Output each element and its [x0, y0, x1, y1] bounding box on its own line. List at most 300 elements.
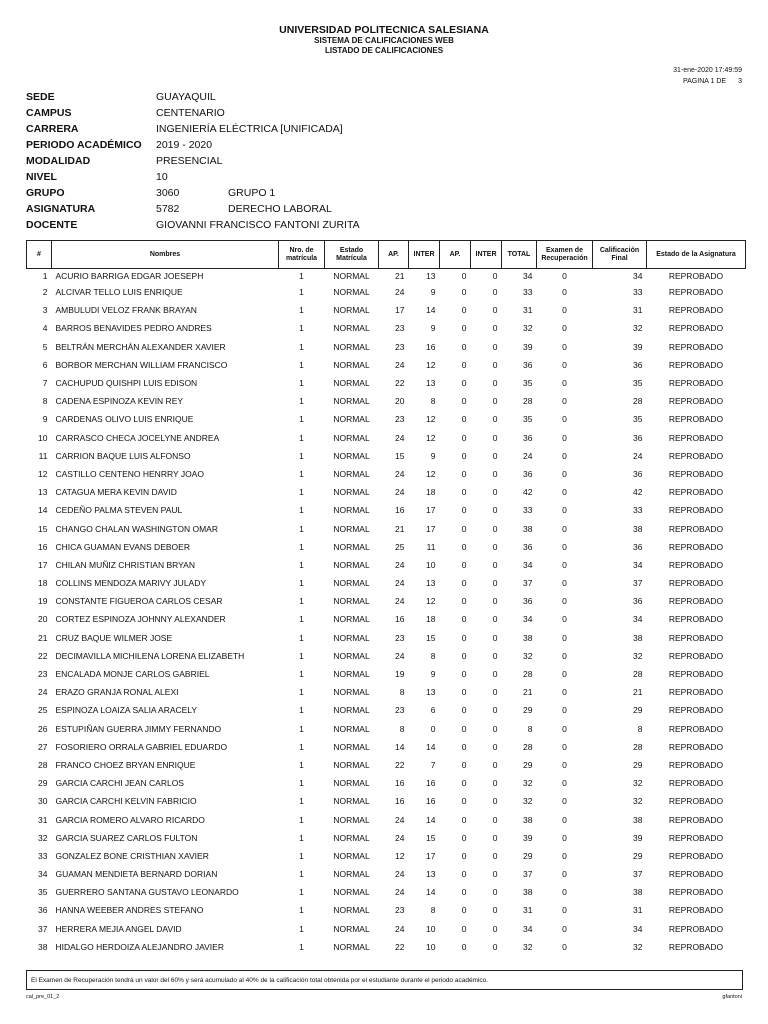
- table-cell: NORMAL: [333, 414, 370, 425]
- table-cell: 35: [523, 378, 533, 389]
- table-cell: REPROBADO: [668, 323, 724, 334]
- table-cell: 0: [562, 450, 567, 461]
- table-cell: 0: [492, 468, 498, 479]
- table-cell: REPROBADO: [668, 669, 724, 680]
- table-cell: 0: [562, 887, 567, 898]
- table-cell: 1: [299, 559, 304, 570]
- table-cell: 0: [461, 378, 467, 389]
- table-cell: CONSTANTE FIGUEROA CARLOS CESAR: [55, 596, 223, 607]
- table-cell: DECIMAVILLA MICHILENA LORENA ELIZABETH: [55, 650, 245, 661]
- table-cell: 0: [461, 305, 467, 316]
- table-cell: 8: [42, 396, 48, 407]
- table-cell: 1: [299, 378, 304, 389]
- table-cell: 15: [426, 832, 436, 843]
- table-cell: 0: [461, 759, 467, 770]
- table-cell: GUAMAN MENDIETA BERNARD DORIAN: [55, 869, 218, 880]
- table-cell: NORMAL: [333, 505, 370, 516]
- table-cell: 37: [633, 869, 643, 880]
- info-value: CENTENARIO: [156, 107, 225, 119]
- table-cell: 12: [426, 414, 436, 425]
- table-cell: 32: [523, 778, 533, 789]
- table-cell: 22: [395, 941, 405, 952]
- table-cell: NORMAL: [333, 832, 370, 843]
- table-cell: 37: [38, 923, 48, 934]
- table-cell: NORMAL: [333, 887, 370, 898]
- table-cell: 38: [523, 887, 533, 898]
- table-cell: 0: [492, 487, 498, 498]
- table-cell: COLLINS MENDOZA MARIVY JULADY: [55, 578, 207, 589]
- table-row: [27, 865, 746, 883]
- table-cell: REPROBADO: [668, 559, 724, 570]
- table-cell: NORMAL: [333, 869, 370, 880]
- table-row: [27, 392, 746, 410]
- table-body: [27, 269, 746, 956]
- table-cell: 1: [299, 650, 304, 661]
- table-cell: REPROBADO: [668, 541, 724, 552]
- table-cell: CATAGUA MERA KEVIN DAVID: [55, 487, 177, 498]
- info-row: [26, 217, 360, 233]
- list-title: LISTADO DE CALIFICACIONES: [324, 46, 444, 55]
- table-cell: GARCIA SUAREZ CARLOS FULTON: [55, 832, 198, 843]
- table-cell: 1: [299, 832, 304, 843]
- table-row: [27, 592, 746, 610]
- column-header: AP.: [379, 241, 409, 269]
- table-cell: REPROBADO: [668, 778, 724, 789]
- table-cell: REPROBADO: [668, 578, 724, 589]
- table-cell: 0: [492, 796, 498, 807]
- table-cell: 2: [42, 287, 48, 298]
- table-row: [27, 429, 746, 447]
- table-cell: REPROBADO: [668, 869, 724, 880]
- table-cell: 37: [523, 869, 533, 880]
- table-cell: REPROBADO: [668, 287, 724, 298]
- table-cell: 42: [633, 487, 643, 498]
- table-cell: 28: [523, 741, 533, 752]
- table-row: [27, 338, 746, 356]
- table-cell: 0: [492, 759, 498, 770]
- table-cell: 24: [395, 869, 405, 880]
- table-cell: 25: [38, 705, 48, 716]
- table-cell: 16: [395, 796, 405, 807]
- table-cell: NORMAL: [333, 541, 370, 552]
- table-cell: 12: [426, 468, 436, 479]
- table-cell: 32: [523, 796, 533, 807]
- page-label: PAGINA 1 DE: [682, 78, 727, 85]
- table-cell: 0: [492, 271, 498, 281]
- table-cell: 36: [633, 359, 643, 370]
- table-cell: 1: [299, 271, 304, 281]
- table-cell: 0: [562, 814, 567, 825]
- table-cell: 23: [395, 414, 405, 425]
- table-cell: GARCIA CARCHI JEAN CARLOS: [55, 778, 184, 789]
- table-cell: 0: [461, 578, 467, 589]
- table-cell: NORMAL: [333, 669, 370, 680]
- table-row: [27, 538, 746, 556]
- table-row: [27, 465, 746, 483]
- table-cell: NORMAL: [333, 941, 370, 952]
- table-cell: REPROBADO: [668, 759, 724, 770]
- table-cell: 18: [38, 578, 48, 589]
- table-row: [27, 301, 746, 319]
- table-cell: 29: [523, 705, 533, 716]
- table-cell: 0: [461, 287, 467, 298]
- table-cell: FOSORIERO ORRALA GABRIEL EDUARDO: [55, 741, 228, 752]
- column-header: Estado de la Asignatura: [647, 241, 746, 269]
- table-cell: 17: [426, 505, 436, 516]
- table-cell: NORMAL: [333, 905, 370, 916]
- table-cell: 0: [562, 669, 567, 680]
- table-cell: 8: [399, 723, 405, 734]
- table-cell: REPROBADO: [668, 941, 724, 952]
- table-cell: REPROBADO: [668, 850, 724, 861]
- table-cell: 32: [633, 650, 643, 661]
- info-value: 2019 - 2020: [156, 139, 213, 151]
- table-cell: NORMAL: [333, 778, 370, 789]
- table-cell: 24: [395, 487, 405, 498]
- table-cell: 1: [299, 887, 304, 898]
- report-code: cal_pre_01_2: [26, 994, 60, 1000]
- info-value: PRESENCIAL: [156, 155, 223, 167]
- table-cell: 0: [461, 796, 467, 807]
- table-cell: 0: [492, 650, 498, 661]
- table-cell: 38: [523, 523, 533, 534]
- table-cell: 14: [426, 741, 436, 752]
- table-cell: 21: [633, 687, 643, 698]
- table-cell: 38: [633, 887, 643, 898]
- table-cell: 36: [523, 596, 533, 607]
- table-cell: 0: [492, 741, 498, 752]
- table-cell: REPROBADO: [668, 271, 724, 281]
- table-row: [27, 283, 746, 301]
- table-cell: CACHUPUD QUISHPI LUIS EDISON: [55, 378, 198, 389]
- table-cell: 1: [299, 341, 304, 352]
- table-cell: 32: [633, 796, 643, 807]
- table-row: [27, 683, 746, 701]
- table-cell: 13: [426, 869, 436, 880]
- table-cell: 14: [426, 814, 436, 825]
- table-cell: REPROBADO: [668, 632, 724, 643]
- course-info: [26, 89, 360, 233]
- table-cell: 9: [430, 669, 436, 680]
- table-cell: 9: [430, 450, 436, 461]
- table-cell: ESTUPIÑAN GUERRA JIMMY FERNANDO: [55, 723, 222, 734]
- table-cell: NORMAL: [333, 359, 370, 370]
- table-cell: REPROBADO: [668, 887, 724, 898]
- table-cell: 15: [38, 523, 48, 534]
- table-cell: REPROBADO: [668, 832, 724, 843]
- table-cell: 34: [633, 559, 643, 570]
- table-cell: 0: [492, 723, 498, 734]
- table-cell: 38: [523, 632, 533, 643]
- table-cell: 0: [461, 396, 467, 407]
- table-cell: REPROBADO: [668, 596, 724, 607]
- table-cell: 0: [461, 778, 467, 789]
- table-cell: CARRION BAQUE LUIS ALFONSO: [55, 450, 191, 461]
- table-cell: REPROBADO: [668, 723, 724, 734]
- system-title: SISTEMA DE CALIFICACIONES WEB: [314, 36, 454, 45]
- table-cell: 0: [492, 632, 498, 643]
- info-code: 5782: [156, 203, 180, 215]
- info-row: [26, 105, 360, 121]
- table-cell: REPROBADO: [668, 414, 724, 425]
- table-row: [27, 883, 746, 901]
- table-cell: CEDEÑO PALMA STEVEN PAUL: [55, 505, 183, 516]
- table-cell: REPROBADO: [668, 741, 724, 752]
- table-cell: CHILAN MUÑIZ CHRISTIAN BRYAN: [55, 559, 195, 570]
- table-cell: 0: [461, 450, 467, 461]
- column-header: AP.: [440, 241, 471, 269]
- table-cell: 0: [461, 650, 467, 661]
- table-cell: NORMAL: [333, 487, 370, 498]
- table-cell: 32: [633, 941, 643, 952]
- table-cell: REPROBADO: [668, 378, 724, 389]
- table-cell: 10: [426, 941, 436, 952]
- table-cell: 0: [492, 705, 498, 716]
- table-cell: 0: [492, 887, 498, 898]
- info-label: PERIODO ACADÉMICO: [26, 139, 142, 151]
- table-cell: 36: [633, 541, 643, 552]
- table-cell: 24: [395, 923, 405, 934]
- table-cell: 0: [562, 596, 567, 607]
- table-cell: 24: [395, 596, 405, 607]
- table-cell: 0: [492, 432, 498, 443]
- info-row: [26, 201, 360, 217]
- table-cell: 16: [426, 778, 436, 789]
- table-cell: 0: [461, 505, 467, 516]
- table-cell: 0: [562, 632, 567, 643]
- table-cell: NORMAL: [333, 396, 370, 407]
- table-cell: 1: [299, 869, 304, 880]
- info-row: [26, 137, 360, 153]
- table-cell: 38: [633, 523, 643, 534]
- info-value: GUAYAQUIL: [156, 91, 216, 103]
- table-cell: 16: [395, 505, 405, 516]
- table-row: [27, 447, 746, 465]
- table-cell: HANNA WEEBER ANDRES STEFANO: [55, 905, 204, 916]
- table-cell: 0: [562, 578, 567, 589]
- table-cell: AMBULUDI VELOZ FRANK BRAYAN: [55, 305, 197, 316]
- table-cell: 1: [299, 778, 304, 789]
- table-cell: NORMAL: [333, 741, 370, 752]
- table-cell: 37: [633, 578, 643, 589]
- table-cell: 10: [38, 432, 48, 443]
- table-cell: 0: [562, 941, 567, 952]
- table-cell: 0: [461, 632, 467, 643]
- table-cell: 22: [38, 650, 48, 661]
- table-cell: NORMAL: [333, 923, 370, 934]
- table-cell: 23: [395, 632, 405, 643]
- table-cell: 26: [38, 723, 48, 734]
- table-cell: 0: [461, 869, 467, 880]
- table-cell: 32: [633, 778, 643, 789]
- table-cell: 0: [562, 687, 567, 698]
- table-cell: 0: [562, 705, 567, 716]
- table-cell: 21: [395, 271, 405, 281]
- table-cell: REPROBADO: [668, 905, 724, 916]
- info-row: [26, 185, 360, 201]
- table-row: [27, 501, 746, 519]
- table-row: [27, 920, 746, 938]
- table-cell: REPROBADO: [668, 650, 724, 661]
- table-cell: 28: [38, 759, 48, 770]
- table-cell: 10: [426, 923, 436, 934]
- table-cell: 1: [299, 578, 304, 589]
- table-cell: 0: [461, 414, 467, 425]
- table-row: [27, 901, 746, 919]
- table-cell: 0: [492, 505, 498, 516]
- table-cell: 1: [299, 796, 304, 807]
- table-cell: 16: [426, 341, 436, 352]
- table-cell: 17: [38, 559, 48, 570]
- table-row: [27, 629, 746, 647]
- table-cell: 23: [395, 905, 405, 916]
- table-cell: ESPINOZA LOAIZA SALIA ARACELY: [55, 705, 198, 716]
- table-cell: 0: [492, 814, 498, 825]
- table-cell: 9: [430, 323, 436, 334]
- table-cell: 8: [430, 396, 436, 407]
- table-cell: 39: [523, 832, 533, 843]
- table-cell: NORMAL: [333, 341, 370, 352]
- table-cell: NORMAL: [333, 468, 370, 479]
- table-cell: REPROBADO: [668, 359, 724, 370]
- page-total: 3: [738, 78, 742, 85]
- table-cell: 0: [492, 305, 498, 316]
- table-cell: 8: [527, 723, 533, 734]
- table-cell: 27: [38, 741, 48, 752]
- info-label: CARRERA: [26, 123, 79, 135]
- table-cell: BARROS BENAVIDES PEDRO ANDRES: [55, 323, 212, 334]
- table-cell: NORMAL: [333, 323, 370, 334]
- table-cell: 8: [430, 905, 436, 916]
- table-row: [27, 483, 746, 501]
- table-cell: NORMAL: [333, 559, 370, 570]
- table-cell: 0: [461, 359, 467, 370]
- table-cell: 24: [395, 814, 405, 825]
- table-cell: 16: [395, 614, 405, 625]
- table-cell: 0: [562, 650, 567, 661]
- table-cell: 0: [461, 596, 467, 607]
- table-cell: 0: [562, 287, 567, 298]
- table-cell: 1: [299, 596, 304, 607]
- table-cell: 0: [461, 850, 467, 861]
- table-cell: REPROBADO: [668, 432, 724, 443]
- table-cell: 22: [395, 378, 405, 389]
- table-row: [27, 269, 746, 284]
- table-cell: 0: [461, 923, 467, 934]
- table-cell: 13: [426, 378, 436, 389]
- table-cell: 24: [395, 887, 405, 898]
- column-header: Nombres: [52, 241, 279, 269]
- table-cell: 23: [38, 669, 48, 680]
- table-cell: REPROBADO: [668, 923, 724, 934]
- table-cell: 24: [395, 287, 405, 298]
- info-value: GRUPO 1: [228, 187, 276, 199]
- table-cell: NORMAL: [333, 305, 370, 316]
- table-cell: 0: [461, 941, 467, 952]
- table-cell: 1: [299, 505, 304, 516]
- table-cell: 20: [38, 614, 48, 625]
- table-row: [27, 756, 746, 774]
- table-cell: 1: [299, 705, 304, 716]
- table-cell: 31: [523, 905, 533, 916]
- table-cell: 0: [492, 923, 498, 934]
- table-cell: 0: [562, 414, 567, 425]
- table-cell: 13: [426, 687, 436, 698]
- table-cell: 1: [299, 523, 304, 534]
- table-cell: 0: [492, 287, 498, 298]
- table-cell: NORMAL: [333, 705, 370, 716]
- table-cell: NORMAL: [333, 271, 370, 281]
- table-cell: 28: [523, 669, 533, 680]
- table-cell: 1: [299, 814, 304, 825]
- table-cell: 14: [395, 741, 405, 752]
- table-cell: 30: [38, 796, 48, 807]
- table-cell: 0: [562, 869, 567, 880]
- table-cell: NORMAL: [333, 850, 370, 861]
- table-cell: 0: [562, 378, 567, 389]
- table-cell: NORMAL: [333, 723, 370, 734]
- table-cell: 29: [633, 705, 643, 716]
- table-cell: 32: [523, 941, 533, 952]
- table-cell: HIDALGO HERDOIZA ALEJANDRO JAVIER: [55, 941, 224, 952]
- info-row: [26, 89, 360, 105]
- table-cell: 12: [426, 432, 436, 443]
- table-cell: 38: [38, 941, 48, 952]
- table-row: [27, 610, 746, 628]
- table-cell: 0: [492, 559, 498, 570]
- table-cell: 25: [395, 541, 405, 552]
- table-cell: GUERRERO SANTANA GUSTAVO LEONARDO: [55, 887, 239, 898]
- table-cell: CHANGO CHALAN WASHINGTON OMAR: [55, 523, 218, 534]
- table-cell: 0: [461, 723, 467, 734]
- table-cell: 0: [461, 341, 467, 352]
- table-cell: 0: [492, 378, 498, 389]
- table-cell: 0: [562, 850, 567, 861]
- table-cell: NORMAL: [333, 814, 370, 825]
- table-cell: NORMAL: [333, 523, 370, 534]
- table-cell: 32: [38, 832, 48, 843]
- table-cell: 1: [299, 432, 304, 443]
- table-cell: REPROBADO: [668, 468, 724, 479]
- table-cell: 23: [395, 705, 405, 716]
- table-cell: 0: [562, 468, 567, 479]
- table-cell: 0: [492, 450, 498, 461]
- table-cell: 12: [426, 596, 436, 607]
- table-cell: 0: [562, 487, 567, 498]
- table-cell: 38: [523, 814, 533, 825]
- table-cell: 0: [430, 723, 436, 734]
- table-cell: NORMAL: [333, 687, 370, 698]
- table-cell: 0: [492, 359, 498, 370]
- table-cell: 28: [633, 669, 643, 680]
- table-cell: 24: [395, 832, 405, 843]
- table-cell: 20: [395, 396, 405, 407]
- table-cell: 29: [633, 850, 643, 861]
- table-cell: REPROBADO: [668, 687, 724, 698]
- table-cell: 0: [492, 396, 498, 407]
- table-cell: 6: [430, 705, 436, 716]
- table-cell: 4: [42, 323, 48, 334]
- table-header-row: [27, 241, 746, 269]
- table-cell: ENCALADA MONJE CARLOS GABRIEL: [55, 669, 210, 680]
- table-cell: 0: [492, 905, 498, 916]
- table-cell: 24: [395, 432, 405, 443]
- table-cell: 0: [562, 396, 567, 407]
- table-cell: 0: [562, 741, 567, 752]
- table-cell: 29: [523, 759, 533, 770]
- table-cell: 0: [461, 887, 467, 898]
- info-row: [26, 153, 360, 169]
